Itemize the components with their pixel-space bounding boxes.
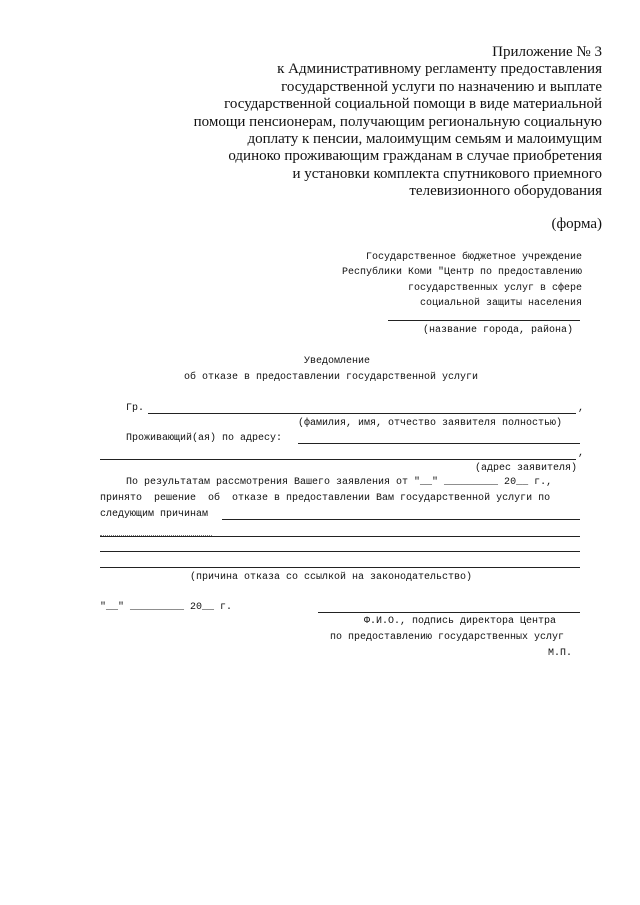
notice-subtitle: об отказе в предоставлении государственной услуги <box>184 372 479 383</box>
reason-hint: (причина отказа со ссылкой на законодательство) <box>190 572 473 583</box>
body-line-1: По результатам рассмотрения Вашего заявления от "__" _________ 20__ г., <box>126 477 553 488</box>
applicant-name-field[interactable] <box>148 413 576 414</box>
address-field[interactable] <box>298 443 580 444</box>
signer-line-2: по предоставлению государственных услуг <box>330 632 565 643</box>
reason-field-continued[interactable] <box>100 567 580 568</box>
addressee-line: социальной защиты населения <box>419 297 582 309</box>
addressee-line: Республики Коми "Центр по предоставлению <box>341 267 582 279</box>
signature-date: "__" _________ 20__ г. <box>100 602 233 613</box>
header-line: помощи пенсионерам, получающим региональную социальную <box>193 113 602 130</box>
notice-title: Уведомление <box>304 356 371 367</box>
city-field[interactable] <box>388 320 580 321</box>
body-line-2: принято решение об отказе в предоставлении Вам государственной услуги по <box>100 493 551 504</box>
residence-label: Проживающий(ая) по адресу: <box>126 433 283 444</box>
header-line: к Административному регламенту предоставления <box>277 61 602 78</box>
header-line: государственной услуги по назначению и выплате <box>281 78 602 95</box>
address-trailing-comma: , <box>578 448 585 459</box>
appendix-number: Приложение № 3 <box>492 44 602 60</box>
stamp-label: М.П. <box>548 648 573 659</box>
header-line: и установки комплекта спутникового приемного <box>292 165 602 182</box>
address-field-continued[interactable] <box>100 459 576 460</box>
addressee-line: государственных услуг в сфере <box>407 282 582 294</box>
header-line: доплату к пенсии, малоимущим семьям и малоимущим <box>247 131 602 148</box>
addressee-line: Государственное бюджетное учреждение <box>365 252 582 263</box>
name-trailing-comma: , <box>578 403 585 414</box>
header-line: одиноко проживающим гражданам в случае приобретения <box>228 148 602 165</box>
reason-field-continued[interactable] <box>100 536 580 537</box>
appendix-header <box>82 44 602 201</box>
header-line: государственной социальной помощи в виде материальной <box>224 96 602 113</box>
header-line: телевизионного оборудования <box>409 183 602 200</box>
city-hint: (название города, района) <box>423 325 574 336</box>
reason-field[interactable] <box>222 519 580 520</box>
citizen-prefix: Гр. <box>126 403 145 414</box>
addressee-block <box>342 250 582 311</box>
name-hint: (фамилия, имя, отчество заявителя полностью) <box>298 418 563 429</box>
signature-field[interactable] <box>318 612 580 613</box>
form-label: (форма) <box>551 216 602 232</box>
address-hint: (адрес заявителя) <box>475 463 578 474</box>
reason-field-continued[interactable] <box>100 551 580 552</box>
signer-line-1: Ф.И.О., подпись директора Центра <box>364 616 557 627</box>
body-line-3: следующим причинам <box>100 509 209 520</box>
